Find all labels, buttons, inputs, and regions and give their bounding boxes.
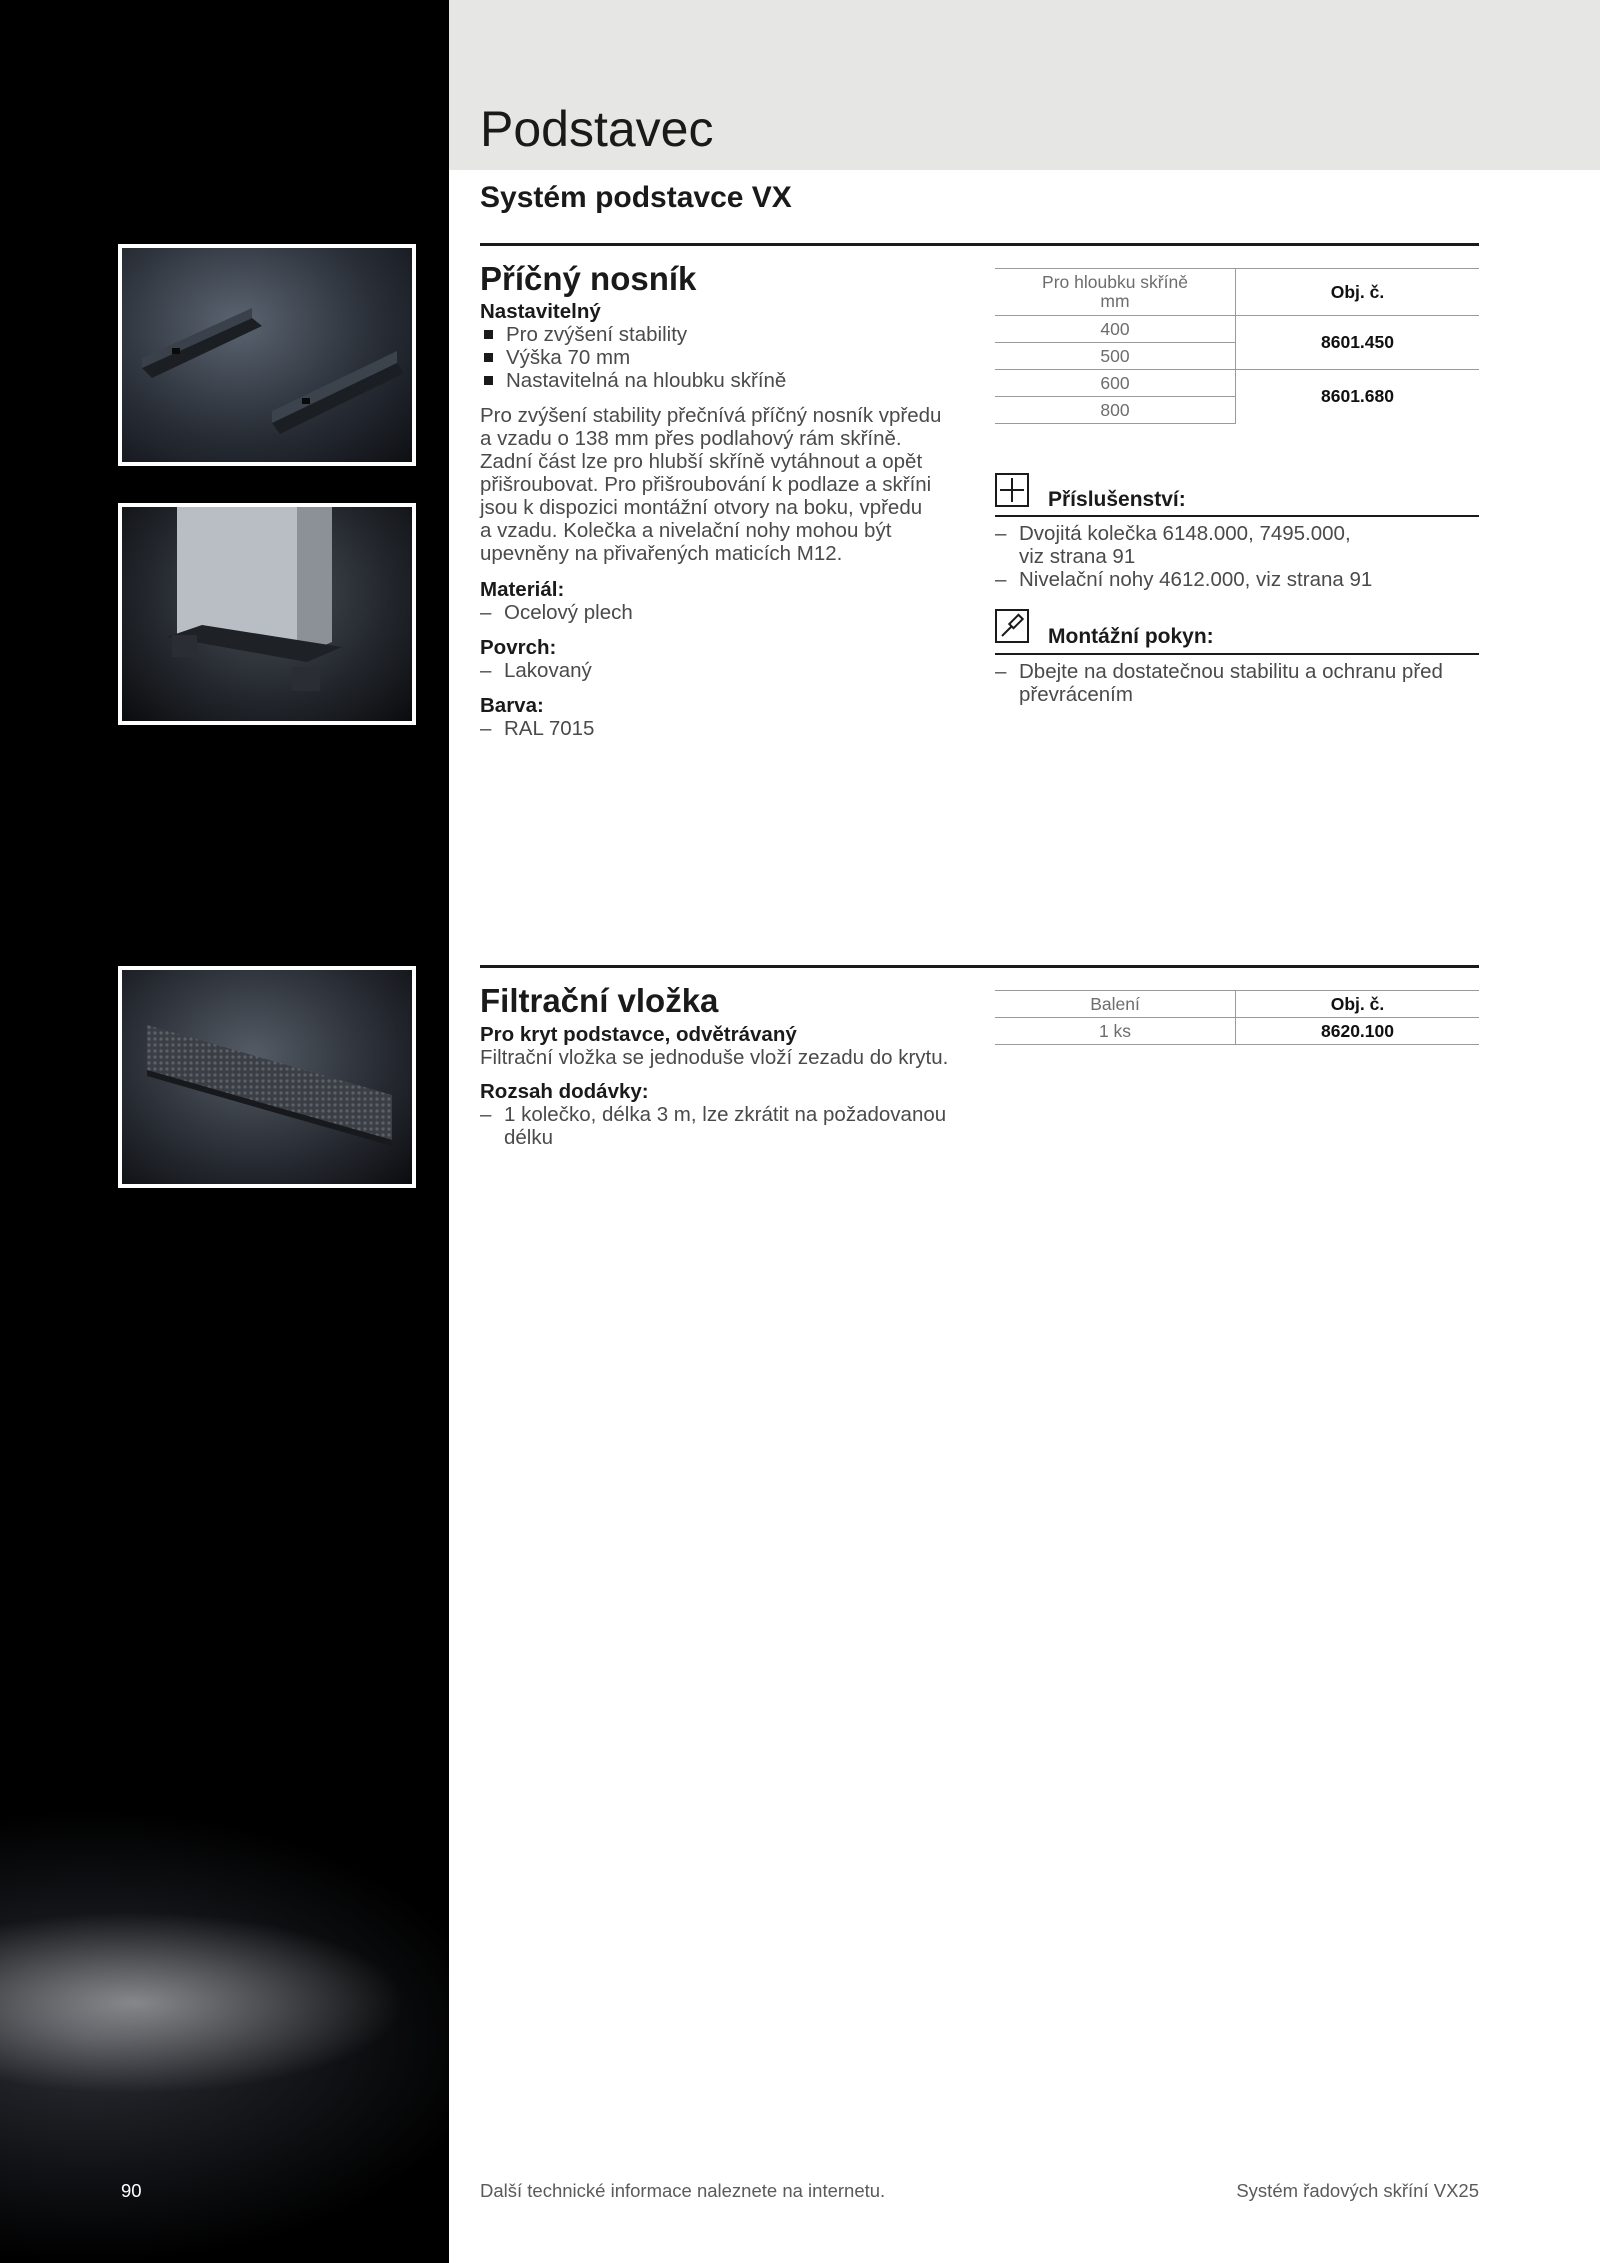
- list-item: – Lakovaný: [480, 659, 592, 682]
- list-item: – Dvojitá kolečka 6148.000, 7495.000, viz strana 91: [995, 522, 1372, 568]
- order-number: 8620.100: [1236, 1018, 1480, 1045]
- filter-mat-subtitle: Pro kryt podstavce, odvětrávaný: [480, 1023, 797, 1046]
- filter-mat-photo: [118, 966, 416, 1188]
- accessories-list: [995, 522, 1372, 591]
- screwdriver-icon: [995, 609, 1029, 643]
- footer-right-text: Systém řadových skříní VX25: [1236, 2180, 1479, 2201]
- page-title: Podstavec: [480, 101, 714, 157]
- list-item: Pro zvýšení stability: [480, 323, 786, 346]
- feature-list: [480, 323, 786, 392]
- assembly-list: [995, 660, 1443, 706]
- list-item: – Ocelový plech: [480, 601, 633, 624]
- table-row: [995, 991, 1479, 1018]
- filter-mat-order-table: [995, 990, 1479, 1045]
- accessories-rule: [995, 515, 1479, 517]
- table-header-order: Obj. č.: [1236, 991, 1480, 1018]
- table-row: 800: [995, 397, 1479, 424]
- table-row: 600 8601.680: [995, 370, 1479, 397]
- footer-left-text: Další technické informace naleznete na internetu.: [480, 2180, 886, 2201]
- list-item: Nastavitelná na hloubku skříně: [480, 369, 786, 392]
- cross-beam-subtitle: Nastavitelný: [480, 300, 601, 323]
- list-item: – Nivelační nohy 4612.000, viz strana 91: [995, 568, 1372, 591]
- scope-label: Rozsah dodávky:: [480, 1080, 649, 1103]
- material-label: Materiál:: [480, 578, 565, 601]
- cross-beam-description: Pro zvýšení stability přečnívá příčný nosník vpředu a vzadu o 138 mm přes podlahový rám skříně. Zadní část lze pro hlubší skříně vytáhnout a opět přišroubovat. Pro přišroubování k podlaze a skříni jsou k dispozici montážní otvory na boku, vpředu a vzadu. Kolečka a nivelační nohy mohou být upevněny na přivařených maticích M12.: [480, 404, 942, 565]
- page-number: 90: [121, 2180, 142, 2201]
- material-list: [480, 601, 633, 624]
- page-subtitle: Systém podstavce VX: [480, 181, 792, 214]
- surface-label: Povrch:: [480, 636, 557, 659]
- cabinet-on-base-photo: [118, 503, 416, 725]
- cross-beam-photo: [118, 244, 416, 466]
- section1-rule: [480, 243, 1479, 246]
- table-row: [995, 269, 1479, 316]
- list-item: Výška 70 mm: [480, 346, 786, 369]
- color-list: [480, 717, 594, 740]
- table-row: 1 ks 8620.100: [995, 1018, 1479, 1045]
- table-header-order: Obj. č.: [1236, 269, 1480, 316]
- surface-list: [480, 659, 592, 682]
- table-header-packaging: Balení: [995, 991, 1236, 1018]
- list-item: – Dbejte na dostatečnou stabilitu a ochranu před převrácením: [995, 660, 1443, 706]
- accessories-heading: Příslušenství:: [1048, 488, 1186, 511]
- color-label: Barva:: [480, 694, 544, 717]
- list-item: – RAL 7015: [480, 717, 594, 740]
- cross-beam-order-table: [995, 268, 1479, 424]
- plus-icon: [995, 473, 1029, 507]
- scope-list: [480, 1103, 946, 1149]
- assembly-heading: Montážní pokyn:: [1048, 625, 1214, 648]
- list-item: – 1 kolečko, délka 3 m, lze zkrátit na požadovanou délku: [480, 1103, 946, 1149]
- table-header-depth: Pro hloubku skříně mm: [995, 269, 1236, 316]
- section2-rule: [480, 965, 1479, 968]
- filter-mat-description: Filtrační vložka se jednoduše vloží zezadu do krytu.: [480, 1046, 949, 1069]
- filter-mat-title: Filtrační vložka: [480, 982, 719, 1019]
- table-row: 400 8601.450: [995, 316, 1479, 343]
- order-number: 8601.450: [1236, 316, 1480, 370]
- table-row: 500: [995, 343, 1479, 370]
- cross-beam-title: Příčný nosník: [480, 260, 697, 297]
- order-number: 8601.680: [1236, 370, 1480, 424]
- assembly-rule: [995, 653, 1479, 655]
